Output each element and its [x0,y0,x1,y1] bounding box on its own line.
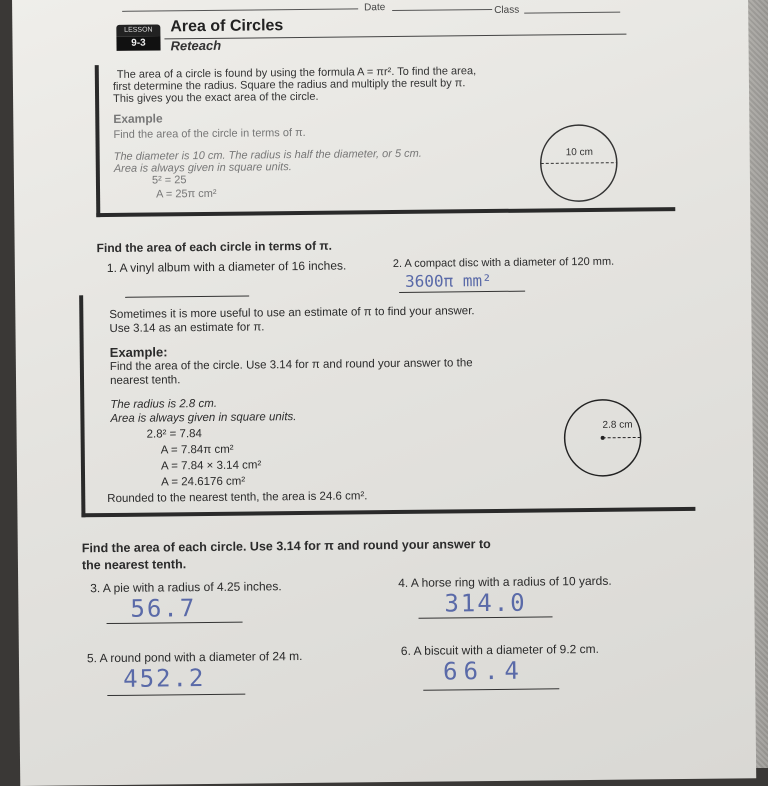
circle-diagram-10cm [535,120,622,207]
estimate-step-2: Area is always given in square units. [110,411,296,425]
intro-line-1: The area of a circle is found by using the formula A = πr². To find the area, [117,65,476,82]
name-line [122,8,358,11]
lesson-tag: LESSON [116,24,160,36]
estimate-step-6: A = 24.6176 cm² [161,476,245,489]
circle-label-10cm: 10 cm [566,146,593,159]
estimate-prompt-1: Find the area of the circle. Use 3.14 for π and round your answer to the [110,357,473,373]
intro-line-2: first determine the radius. Square the radius and multiply the result by π. [113,77,466,94]
estimate-prompt-2: nearest tenth. [110,374,180,387]
answer-4: 314.0 [444,589,527,618]
estimate-line-2: Use 3.14 as an estimate for π. [109,321,264,335]
estimate-step-7: Rounded to the nearest tenth, the area is 24.6 cm². [107,490,367,505]
question-5: 5. A round pond with a diameter of 24 m. [87,649,303,665]
question-1: 1. A vinyl album with a diameter of 16 inches. [107,259,347,276]
estimate-step-3: 2.8² = 7.84 [147,428,202,441]
question-2: 2. A compact disc with a diameter of 120 mm. [393,256,614,270]
estimate-step-5: A = 7.84 × 3.14 cm² [161,459,261,472]
answer-5: 452.2 [123,664,206,693]
answer-2: 3600π mm² [405,271,492,291]
page-title: Area of Circles [170,17,283,36]
question-3: 3. A pie with a radius of 4.25 inches. [90,579,282,595]
question-4: 4. A horse ring with a radius of 10 yards. [398,574,612,590]
example-step-1: The diameter is 10 cm. The radius is half the diameter, or 5 cm. [114,148,422,164]
intro-line-3: This gives you the exact area of the circle. [113,91,319,106]
answer-line-6 [423,688,559,690]
worksheet-page [12,0,756,786]
estimate-step-4: A = 7.84π cm² [161,444,234,457]
example-step-4: A = 25π cm² [156,188,217,202]
section2-heading-1: Find the area of each circle. Use 3.14 for π and round your answer to [82,537,491,555]
page-subtitle: Reteach [170,38,221,54]
example-prompt: Find the area of the circle in terms of π. [113,127,305,142]
circle-diagram-2-8cm [560,395,645,480]
example-step-3: 5² = 25 [152,174,187,187]
lesson-number: 9-3 [116,36,160,50]
answer-3: 56.7 [130,594,196,623]
section1-heading: Find the area of each circle in terms of π. [97,239,332,255]
section2-heading-2: the nearest tenth. [82,557,186,572]
question-6: 6. A biscuit with a diameter of 9.2 cm. [401,642,599,658]
date-label: Date [364,2,385,13]
class-label: Class [494,5,519,16]
example-heading: Example [113,112,162,126]
answer-line-5 [107,694,245,696]
estimate-box [79,289,695,517]
estimate-line-1: Sometimes it is more useful to use an estimate of π to find your answer. [109,305,474,321]
circle-label-2-8cm: 2.8 cm [602,420,632,431]
estimate-step-1: The radius is 2.8 cm. [110,398,217,411]
answer-6: 66.4 [443,657,525,686]
date-line [392,9,492,11]
estimate-example-heading: Example: [110,344,168,360]
example-step-2: Area is always given in square units. [114,161,292,176]
intro-box [95,59,676,217]
class-line [524,12,620,14]
lesson-badge [116,24,160,50]
